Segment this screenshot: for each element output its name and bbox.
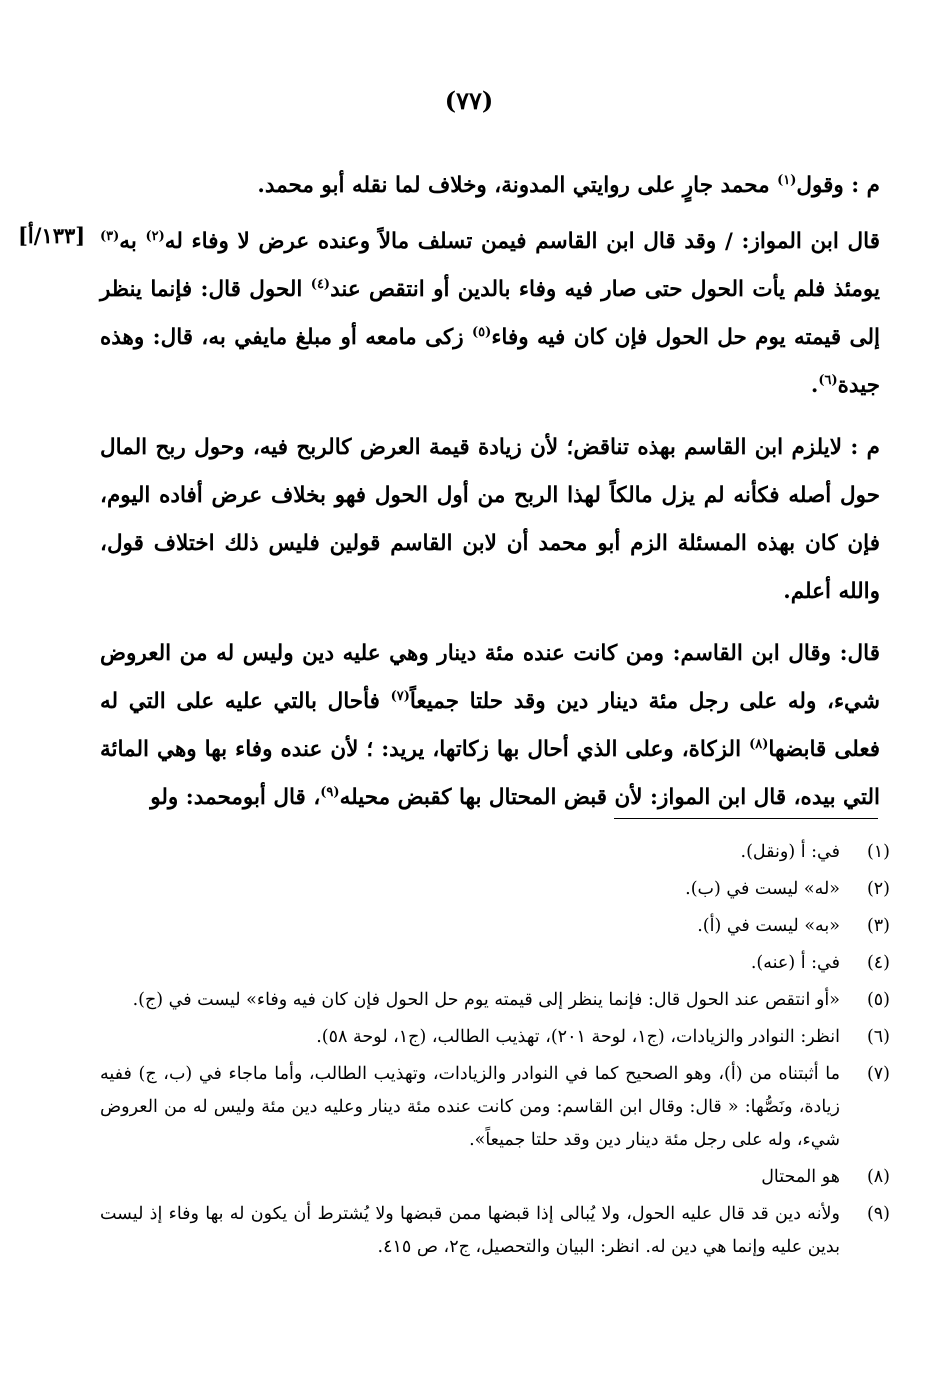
footnote-3 <box>100 910 890 943</box>
footnote-number: (٧) <box>866 1064 890 1084</box>
paragraph-1 <box>100 162 880 210</box>
page-number: (٧٧) <box>444 86 494 115</box>
paragraph-2-text-e: زكى مامعه أو مبلغ مايفي به، قال: وهذه جيدة <box>100 325 880 398</box>
paragraph-4-text-b: فأحال بالتي عليه على التي له فعلى قابضها <box>100 689 881 762</box>
footnote-ref-2[interactable]: (٢) <box>145 228 165 244</box>
footnote-text: انظر: النوادر والزيادات، (ج١، لوحة ٢٠١)، تهذيب الطالب، (ج١، لوحة ٥٨). <box>316 1027 840 1047</box>
footnote-ref-9[interactable]: (٩) <box>320 784 340 800</box>
paragraph-4-text-d: ، قال أبومحمد: ولو <box>150 785 321 810</box>
footnote-number: (٦) <box>866 1027 890 1047</box>
footnote-ref-8[interactable]: (٨) <box>749 736 769 752</box>
footnote-text: في: أ (ونقل). <box>740 842 840 862</box>
paragraph-2 <box>100 218 880 410</box>
footnote-5 <box>100 984 890 1017</box>
footnote-6 <box>100 1021 890 1054</box>
footnote-ref-3[interactable]: (٣) <box>100 228 120 244</box>
paragraph-2-text: قال ابن المواز: / وقد قال ابن القاسم فيمن تسلف مالاً وعنده عرض لا وفاء له <box>164 229 880 254</box>
footnote-9 <box>100 1198 890 1264</box>
footnote-number: (١) <box>866 842 890 862</box>
paragraph-4 <box>100 630 880 822</box>
footnote-separator <box>614 818 878 819</box>
folio-marker: [١٣٣/أ] <box>18 223 86 248</box>
footnote-ref-1[interactable]: (١) <box>777 172 797 188</box>
paragraph-4-text-c: الزكاة، وعلى الذي أحال بها زكاتها، يريد: ؛ لأن عنده وفاء بها وهي المائة التي بيده، قال ابن المواز: لأن قبض المحتال بها كقبض محيله <box>100 737 880 810</box>
paragraph-2-text-c: يومئذ فلم يأت الحول حتى صار فيه وفاء بالدين أو انتقص عند <box>330 277 880 302</box>
footnote-ref-6[interactable]: (٦) <box>818 372 838 388</box>
footnote-text: في: أ (عنه). <box>750 953 840 973</box>
footnote-text: ما أثبتناه من (أ)، وهو الصحيح كما في النوادر والزيادات، وتهذيب الطالب، وأما ماجاء في (ب، ج) ففيه زيادة، ونَصُّها: « قال: وقال ابن القاسم: ومن كانت عنده مئة دينار وعليه دين مئة وليس له من العروض شيء، وله على رجل مئة دينار دين وقد حلتا جميعاً». <box>100 1064 840 1150</box>
footnote-text: «له» ليست في (ب). <box>685 879 840 899</box>
footnote-2 <box>100 873 890 906</box>
paragraph-4-text: قال: وقال ابن القاسم: ومن كانت عنده مئة دينار وهي عليه دين وليس له من العروض شيء، وله على رجل مئة دينار دين وقد حلتا جميعاً <box>100 641 880 714</box>
footnote-number: (٣) <box>866 916 890 936</box>
footnote-1 <box>100 836 890 869</box>
paragraph-2-text-b: به <box>119 229 146 254</box>
footnote-number: (٩) <box>866 1204 890 1224</box>
footnote-text: «به» ليست في (أ). <box>697 916 840 936</box>
footnote-number: (٤) <box>866 953 890 973</box>
footnote-ref-4[interactable]: (٤) <box>310 276 331 292</box>
paragraph-3: م : لايلزم ابن القاسم بهذه تناقض؛ لأن زيادة قيمة العرض كالربح فيه، وحول ربح المال حول أصله فكأنه لم يزل مالكاً لهذا الربح من أول الحول فهو بخلاف عرض أفاده اليوم، فإن كان بهذه المسئلة الزم أبو محمد أن لابن القاسم قولين فليس ذلك اختلاف قول، والله أعلم. <box>100 435 880 604</box>
footnote-ref-5[interactable]: (٥) <box>472 324 492 340</box>
footnote-number: (٥) <box>866 990 890 1010</box>
footnote-text: «أو انتقص عند الحول قال: فإنما ينظر إلى قيمته يوم حل الحول فإن كان فيه وفاء» ليست في (ج). <box>132 990 840 1010</box>
footnote-text: هو المحتال <box>761 1167 840 1187</box>
footnote-8 <box>100 1161 890 1194</box>
footnotes <box>100 836 890 1268</box>
paragraph-1-text: م : وقول <box>796 173 880 198</box>
footnote-4 <box>100 947 890 980</box>
footnote-number: (٢) <box>866 879 890 899</box>
footnote-7 <box>100 1058 890 1157</box>
paragraph-2-text-f: . <box>810 373 819 398</box>
paragraph-2-text-d: الحول قال: فإنما ينظر إلى قيمته يوم حل الحول فإن كان فيه وفاء <box>100 277 880 350</box>
footnote-ref-7[interactable]: (٧) <box>390 688 410 704</box>
paragraph-1-text-cont: محمد جارٍ على روايتي المدونة، وخلاف لما نقله أبو محمد. <box>257 173 778 198</box>
footnote-number: (٨) <box>866 1167 890 1187</box>
main-text <box>100 162 880 836</box>
footnote-text: ولأنه دين قد قال عليه الحول، ولا يُبالى إذا قبضها ممن قبضها ولا يُشترط أن يكون له بها وفاء إذ ليست بدين عليه وإنما هي دين له. انظر: البيان والتحصيل، ج٢، ص ٤١٥. <box>100 1204 840 1257</box>
